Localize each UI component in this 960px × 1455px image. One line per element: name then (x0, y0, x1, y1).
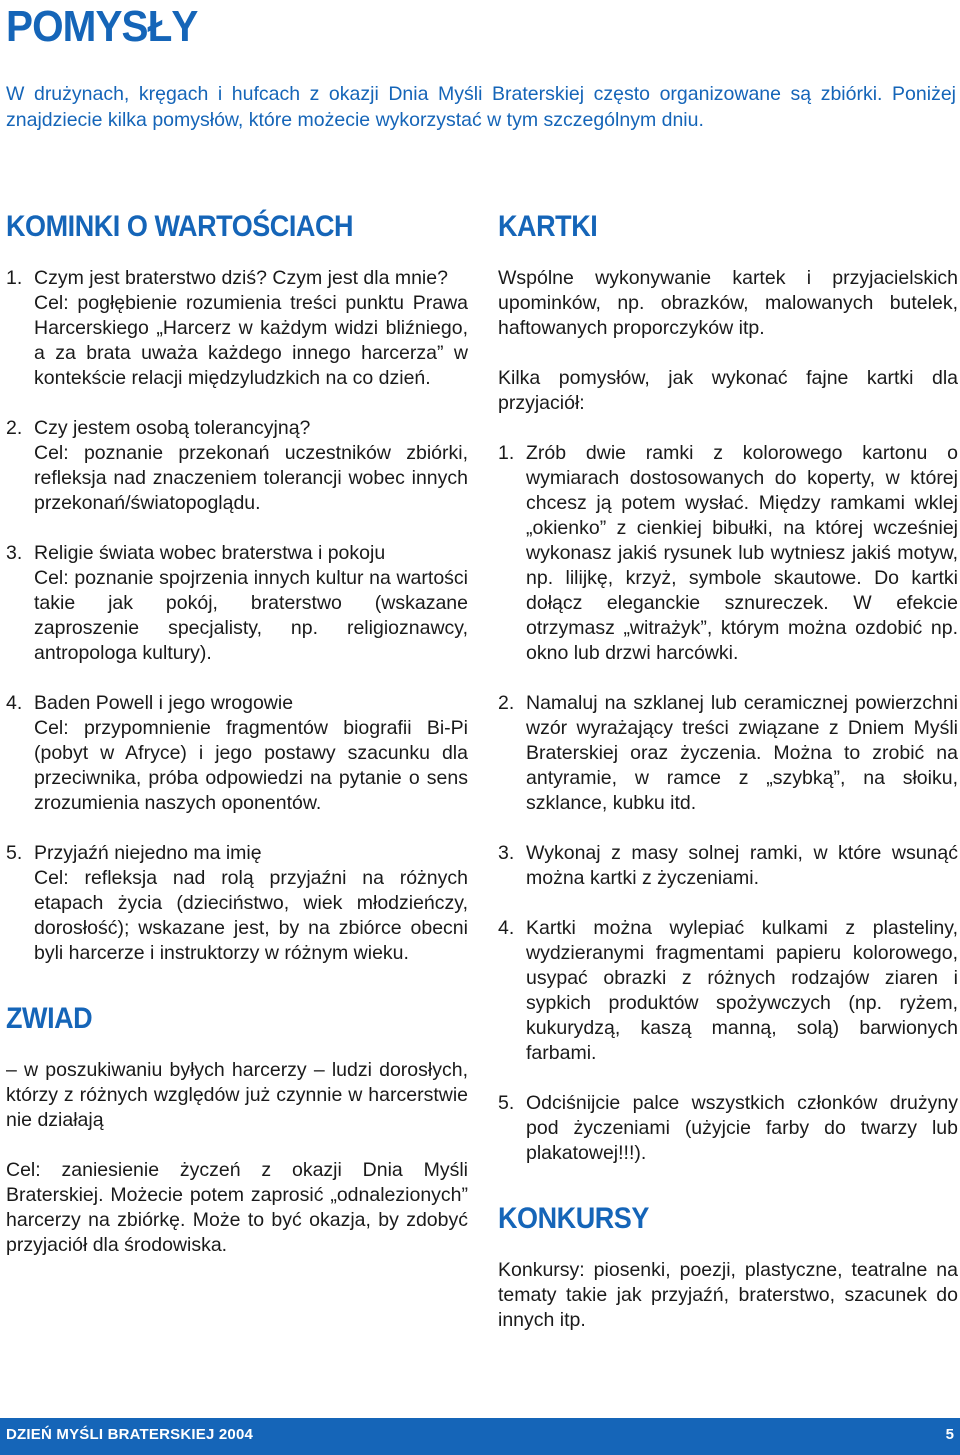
footer-title: DZIEŃ MYŚLI BRATERSKIEJ 2004 (6, 1426, 254, 1443)
item-text: Odciśnijcie palce wszystkich członków drużyny pod życzeniami (użyjcie farby do twarzy lub plakatowej!!!). (526, 1092, 958, 1164)
kartki-item (498, 916, 958, 1066)
item-title: Baden Powell i jego wrogowie (34, 692, 294, 714)
intro-paragraph: W drużynach, kręgach i hufcach z okazji Dnia Myśli Braterskiej często organizowane są zbiórki. Poniżej znajdziecie kilka pomysłów, które możecie wykorzystać w tym szczególnym dniu. (6, 83, 956, 131)
item-goal: Cel: przypomnienie fragmentów biografii Bi-Pi (pobyt w Afryce) i jego postawy szacunku dla przeciwnika, próba odpowiedzi na pytanie o sens zrozumienia naszych oponentów. (34, 717, 468, 814)
item-number: 4. (498, 917, 515, 939)
konkursy-heading: KONKURSY (498, 1202, 649, 1235)
item-number: 2. (498, 692, 515, 714)
item-text: Namaluj na szklanej lub ceramicznej powierzchni wzór wyrażający treści związane z Dniem Myśli Braterskiej oraz życzenia. Można to zrobić na antyramie, w ramce z „szybką”, na słoiku, szklance, kubku itd. (526, 692, 958, 814)
kominki-item (6, 691, 468, 816)
item-number: 5. (6, 842, 23, 864)
item-title: Religie świata wobec braterstwa i pokoju (34, 542, 386, 564)
kartki-item (498, 841, 958, 891)
item-goal: Cel: pogłębienie rozumienia treści punktu Prawa Harcerskiego „Harcerz w każdym widzi bliźniego, a za brata uważa każdego innego harcerza” w kontekście relacji międzyludzkich na co dzień. (34, 292, 468, 389)
item-title: Czy jestem osobą tolerancyjną? (34, 417, 311, 439)
item-text: Zrób dwie ramki z kolorowego kartonu o wymiarach dostosowanych do koperty, w której chcesz ją potem wysłać. Między ramkami wklej „okienko” z cienkiej bibułki, na której wcześniej wykonasz jakiś rysunek lub wytniesz jakiś motyw, np. lilijkę, krzyż, symbole skautowe. Do kartki dołącz eleganckie sznureczek. W efekcie otrzymasz „witrażyk”, którym można ozdobić np. okno lub drzwi harcówki. (526, 442, 958, 664)
item-title: Czym jest braterstwo dziś? Czym jest dla mnie? (34, 267, 448, 289)
kartki-intro-list: Kilka pomysłów, jak wykonać fajne kartki dla przyjaciół: (498, 367, 958, 414)
item-number: 5. (498, 1092, 515, 1114)
item-goal: Cel: poznanie spojrzenia innych kultur na wartości takie jak pokój, braterstwo (wskazane zaproszenie specjalisty, np. religioznawcy, antropologa kultury). (34, 567, 468, 664)
item-number: 3. (6, 542, 23, 564)
kartki-item (498, 691, 958, 816)
konkursy-body: Konkursy: piosenki, poezji, plastyczne, teatralne na tematy takie jak przyjaźń, braterstwo, szacunek do innych itp. (498, 1259, 958, 1331)
kominki-item (6, 841, 468, 966)
kartki-item (498, 441, 958, 666)
item-number: 4. (6, 692, 23, 714)
zwiad-body: Cel: zaniesienie życzeń z okazji Dnia Myśli Braterskiej. Możecie potem zaprosić „odnalezionych” harcerzy na zbiórkę. Może to być okazja, by zdobyć przyjaciół dla środowiska. (6, 1159, 468, 1256)
kominki-item (6, 266, 468, 391)
zwiad-heading: ZWIAD (6, 1002, 93, 1035)
item-text: Wykonaj z masy solnej ramki, w które wsunąć można kartki z życzeniami. (526, 842, 958, 889)
kominki-item (6, 416, 468, 516)
kominki-item (6, 541, 468, 666)
kartki-item (498, 1091, 958, 1166)
kartki-heading: KARTKI (498, 210, 598, 243)
item-text: Kartki można wylepiać kulkami z plasteliny, wydzieranymi fragmentami papieru kolorowego, usypać obrazki z różnych rodzajów ziaren i sypkich produktów spożywczych (np. ryżem, kukurydzą, kaszą manną, solą) barwionych farbami. (526, 917, 958, 1064)
page-number: 5 (945, 1426, 954, 1443)
item-number: 1. (6, 267, 23, 289)
footer-bar (0, 1418, 960, 1455)
item-goal: Cel: poznanie przekonań uczestników zbiórki, refleksja nad znaczeniem tolerancji wobec innych przekonań/światopoglądu. (34, 442, 468, 514)
item-number: 1. (498, 442, 515, 464)
zwiad-subtitle: – w poszukiwaniu byłych harcerzy – ludzi dorosłych, którzy z różnych względów już czynnie w harcerstwie nie działają (6, 1059, 468, 1131)
item-number: 3. (498, 842, 515, 864)
item-goal: Cel: refleksja nad rolą przyjaźni na różnych etapach życia (dzieciństwo, wiek młodzieńczy, dorosłość); wskazane jest, by na zbiórce obecni byli harcerze i instruktorzy w różnym wieku. (34, 867, 468, 964)
kominki-heading: KOMINKI O WARTOŚCIACH (6, 210, 354, 243)
item-title: Przyjaźń niejedno ma imię (34, 842, 262, 864)
right-column (498, 210, 958, 1333)
page-title: POMYSŁY (6, 2, 198, 51)
kartki-intro: Wspólne wykonywanie kartek i przyjacielskich upominków, np. obrazków, malowanych butelek, haftowanych proporczyków itp. (498, 267, 958, 339)
item-number: 2. (6, 417, 23, 439)
left-column (6, 210, 468, 1258)
